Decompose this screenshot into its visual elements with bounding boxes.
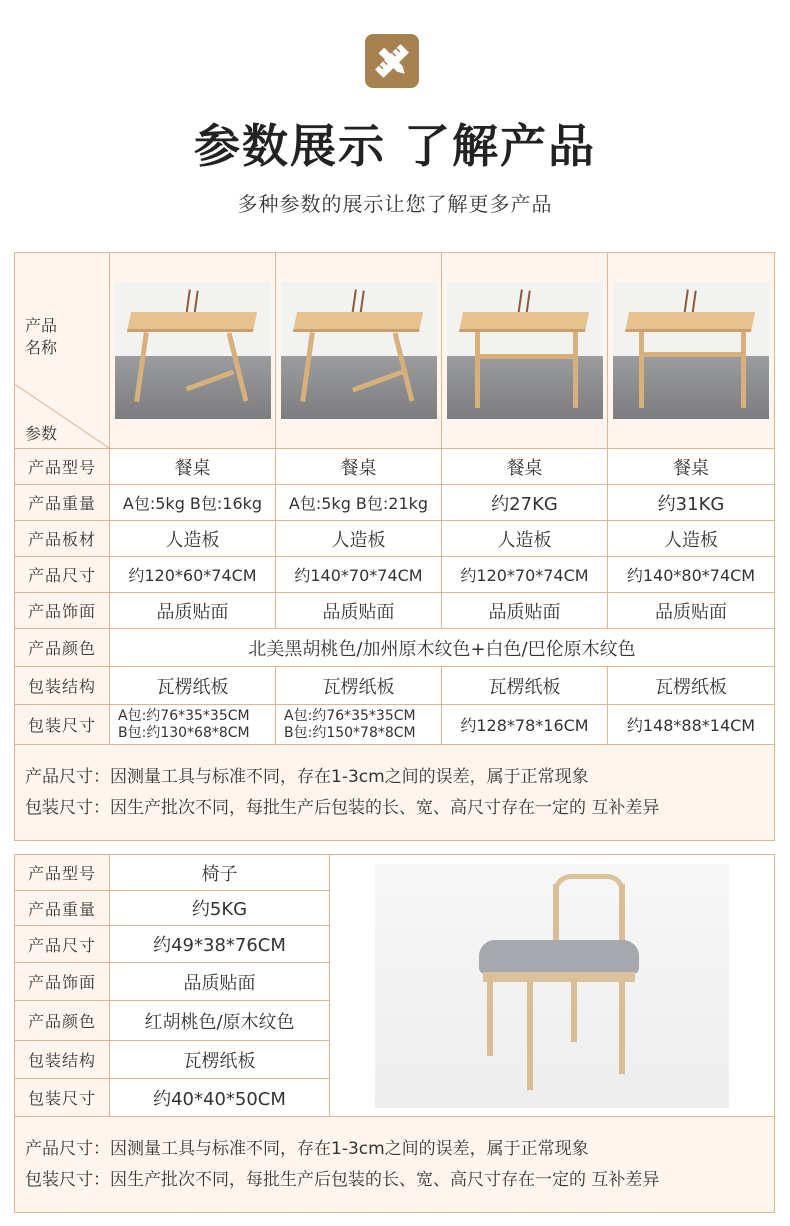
cell-value: 餐桌: [276, 449, 442, 485]
product-photo-table-3: [447, 282, 603, 419]
cell-value: 瓦楞纸板: [276, 667, 442, 705]
row-label: 产品重量: [15, 485, 110, 521]
cell-value: [276, 705, 442, 745]
cell-value: [110, 705, 276, 745]
cell-value: 品质贴面: [442, 593, 608, 629]
chair-photo: [375, 864, 729, 1108]
cell-value: 人造板: [276, 521, 442, 557]
pack-a: A包:约76*35*35CM: [118, 707, 250, 724]
cell-value: 瓦楞纸板: [442, 667, 608, 705]
pack-b: B包:约130*68*8CM: [118, 724, 250, 741]
chair-photo-cell: [330, 855, 775, 1117]
table-spec-table: [14, 252, 775, 841]
row-label: 产品尺寸: [15, 557, 110, 593]
cell-value: 人造板: [442, 521, 608, 557]
row-label: 产品颜色: [15, 629, 110, 667]
cell-value: 约140*80*74CM: [608, 557, 775, 593]
product-photo-cell: [442, 253, 608, 449]
table-row: [15, 485, 775, 521]
cell-value: 瓦楞纸板: [608, 667, 775, 705]
cell-value: 约148*88*14CM: [608, 705, 775, 745]
row-label: 产品饰面: [15, 593, 110, 629]
row-label: 包装结构: [15, 667, 110, 705]
table-row: [15, 521, 775, 557]
corner-product-name: 产品名称: [25, 316, 58, 357]
row-label: 产品颜色: [15, 1001, 110, 1041]
row-label: 产品重量: [15, 891, 110, 926]
pack-a: A包:约76*35*35CM: [284, 707, 416, 724]
row-label: 包装尺寸: [15, 1079, 110, 1117]
cell-value: 品质贴面: [110, 963, 330, 1001]
product-photo-cell: [110, 253, 276, 449]
cell-value: 品质贴面: [276, 593, 442, 629]
cell-value: 约5KG: [110, 891, 330, 926]
product-photo-table-2: [281, 282, 437, 419]
cell-value-merged: 北美黑胡桃色/加州原木纹色+白色/巴伦原木纹色: [110, 629, 775, 667]
pack-b: B包:约150*78*8CM: [284, 724, 416, 741]
product-photo-table-1: [115, 282, 271, 419]
note-line: 包装尺寸：因生产批次不同，每批生产后包装的长、宽、高尺寸存在一定的 互补差异: [25, 797, 660, 818]
row-label: 产品型号: [15, 449, 110, 485]
cell-value: 约49*38*76CM: [110, 926, 330, 963]
note-line: 产品尺寸：因测量工具与标准不同，存在1-3cm之间的误差，属于正常现象: [25, 1138, 589, 1159]
cell-value: 约27KG: [442, 485, 608, 521]
cell-value: 餐桌: [608, 449, 775, 485]
cell-value: 约120*70*74CM: [442, 557, 608, 593]
cell-value: 椅子: [110, 855, 330, 891]
cell-value: 品质贴面: [608, 593, 775, 629]
cell-value: A包:5kg B包:16kg: [110, 485, 276, 521]
row-label: 产品型号: [15, 855, 110, 891]
product-photo-cell: [608, 253, 775, 449]
cell-value: 餐桌: [110, 449, 276, 485]
page-subtitle: 多种参数的展示让您了解更多产品: [237, 192, 553, 216]
table-row: [15, 449, 775, 485]
table-row: [15, 705, 775, 745]
table-row: [15, 667, 775, 705]
table-row: [15, 593, 775, 629]
corner-header-cell: [15, 253, 110, 449]
product-photo-table-4: [613, 282, 769, 419]
pencil-ruler-icon: [365, 34, 419, 88]
page-title: 参数展示 了解产品: [193, 119, 596, 173]
logo: [365, 34, 419, 88]
product-photo-cell: [276, 253, 442, 449]
note-line: 产品尺寸：因测量工具与标准不同，存在1-3cm之间的误差，属于正常现象: [25, 766, 589, 787]
row-label: 产品饰面: [15, 963, 110, 1001]
row-label: 包装尺寸: [15, 705, 110, 745]
cell-value: 约140*70*74CM: [276, 557, 442, 593]
row-label: 产品板材: [15, 521, 110, 557]
table-row: [15, 855, 775, 891]
cell-value: 约31KG: [608, 485, 775, 521]
notes-row: [15, 1117, 775, 1213]
cell-value: 品质贴面: [110, 593, 276, 629]
cell-value: 人造板: [608, 521, 775, 557]
row-label: 包装结构: [15, 1041, 110, 1079]
row-label: 产品尺寸: [15, 926, 110, 963]
cell-value: A包:5kg B包:21kg: [276, 485, 442, 521]
notes-cell: [15, 1117, 775, 1213]
cell-value: 约120*60*74CM: [110, 557, 276, 593]
corner-params: 参数: [25, 424, 58, 443]
cell-value: 瓦楞纸板: [110, 667, 276, 705]
notes-cell: [15, 745, 775, 841]
chair-spec-table: [14, 854, 775, 1213]
note-line: 包装尺寸：因生产批次不同，每批生产后包装的长、宽、高尺寸存在一定的 互补差异: [25, 1169, 660, 1190]
cell-value: 红胡桃色/原木纹色: [110, 1001, 330, 1041]
cell-value: 餐桌: [442, 449, 608, 485]
notes-row: [15, 745, 775, 841]
cell-value: 约40*40*50CM: [110, 1079, 330, 1117]
table-row: [15, 629, 775, 667]
table-row: [15, 557, 775, 593]
cell-value: 瓦楞纸板: [110, 1041, 330, 1079]
cell-value: 人造板: [110, 521, 276, 557]
cell-value: 约128*78*16CM: [442, 705, 608, 745]
